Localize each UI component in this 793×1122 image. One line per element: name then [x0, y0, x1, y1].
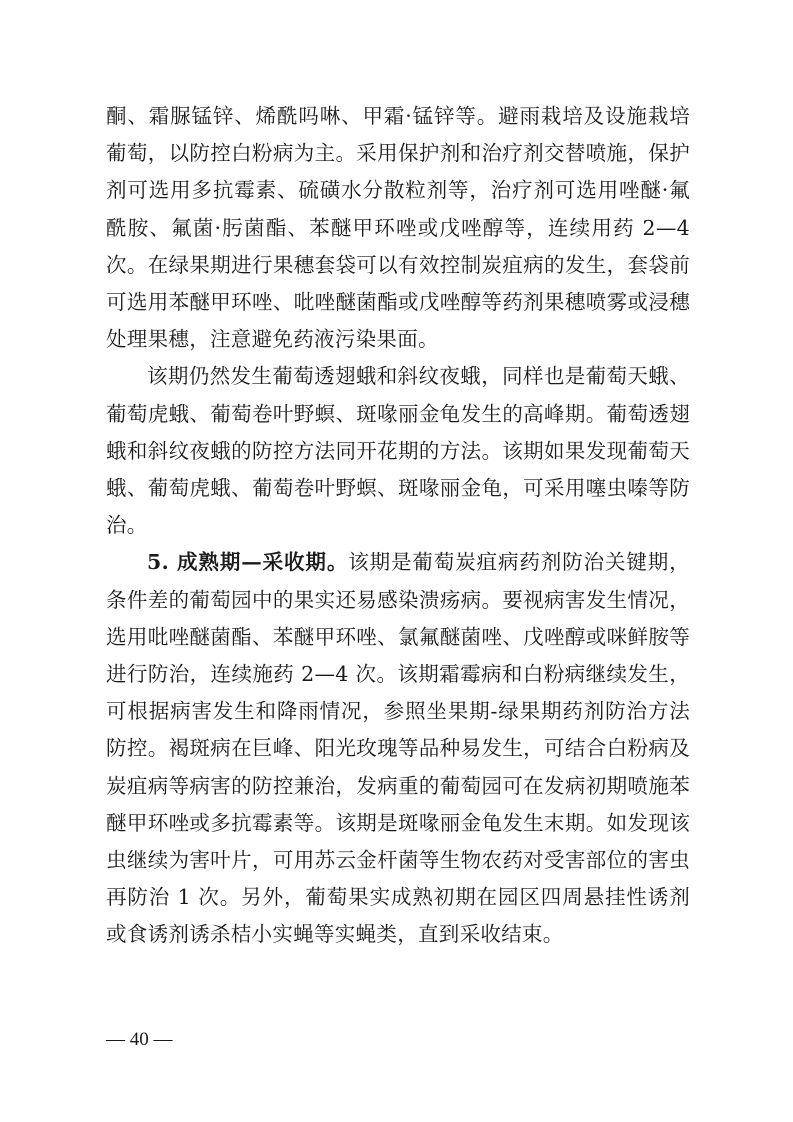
document-body: [106, 98, 690, 954]
paragraph-pest-control: 该期仍然发生葡萄透翅蛾和斜纹夜蛾，同样也是葡萄天蛾、葡萄虎蛾、葡萄卷叶野螟、斑喙丽金龟发生的高峰期。葡萄透翅蛾和斜纹夜蛾的防控方法同开花期的方法。该期如果发现葡萄天蛾、葡萄虎蛾、葡萄卷叶野螟、斑喙丽金龟，可采用噻虫嗪等防治。: [106, 364, 690, 538]
page-number: — 40 —: [106, 1029, 173, 1050]
paragraph-ripening-stage: [106, 544, 690, 953]
paragraph-ripening-text: 该期是葡萄炭疽病药剂防治关键期，条件差的葡萄园中的果实还易感染溃疡病。要视病害发生情况，选用吡唑醚菌酯、苯醚甲环唑、氯氟醚菌唑、戊唑醇或咪鲜胺等进行防治，连续施药 2—4 次。该期霜霉病和白粉病继续发生，可根据病害发生和降雨情况，参照坐果期-绿果期药剂防治方法防控。褐斑病在巨峰、阳光玫瑰等品种易发生，可结合白粉病及炭疽病等病害的防控兼治，发病重的葡萄园可在发病初期喷施苯醚甲环唑或多抗霉素等。该期是斑喙丽金龟发生末期。如发现该虫继续为害叶片，可用苏云金杆菌等生物农药对受害部位的害虫再防治 1 次。另外，葡萄果实成熟初期在园区四周悬挂性诱剂或食诱剂诱杀桔小实蝇等实蝇类，直到采收结束。: [106, 550, 690, 947]
section-heading-ripening: 5. 成熟期—采收期。: [147, 550, 349, 575]
paragraph-fungicide-continuation: 酮、霜脲锰锌、烯酰吗啉、甲霜·锰锌等。避雨栽培及设施栽培葡萄，以防控白粉病为主。采用保护剂和治疗剂交替喷施，保护剂可选用多抗霉素、硫磺水分散粒剂等，治疗剂可选用唑醚·氟酰胺、氟菌·肟菌酯、苯醚甲环唑或戊唑醇等，连续用药 2—4 次。在绿果期进行果穗套袋可以有效控制炭疽病的发生，套袋前可选用苯醚甲环唑、吡唑醚菌酯或戊唑醇等药剂果穗喷雾或浸穗处理果穗，注意避免药液污染果面。: [106, 104, 690, 352]
